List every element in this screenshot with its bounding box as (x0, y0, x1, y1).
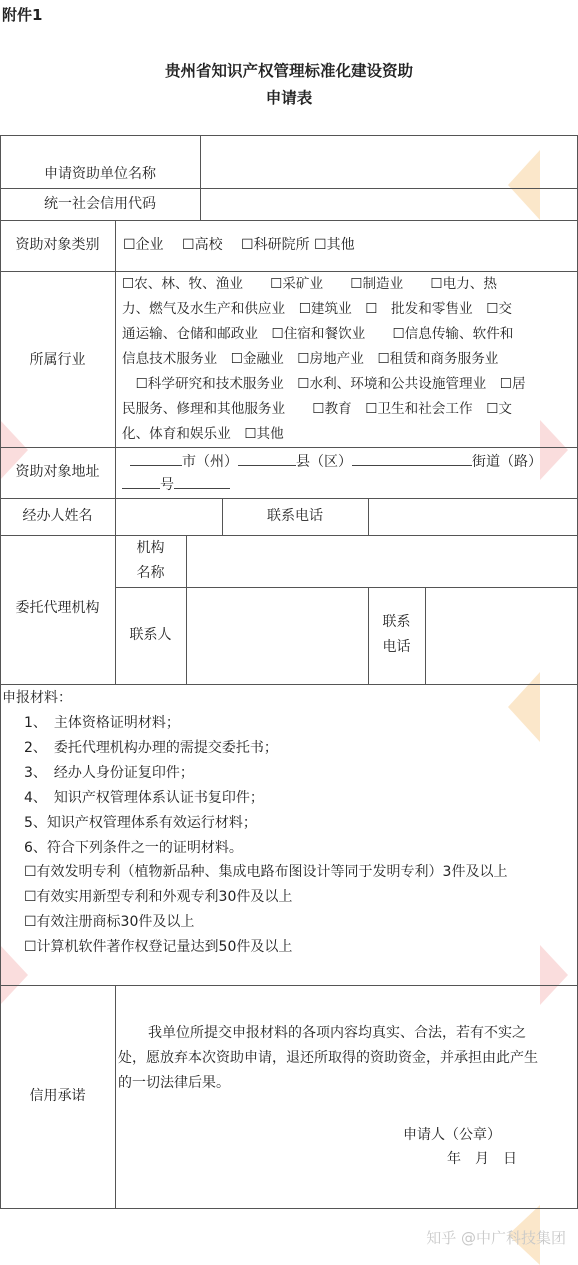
address-county: 县（区） (296, 454, 352, 470)
industry-line: 化、体育和娱乐业 ☐其他 (122, 426, 284, 442)
table-rule (0, 985, 578, 986)
agent-contact-label: 联系人 (129, 627, 172, 643)
category-option-university[interactable]: ☐高校 (182, 237, 223, 253)
credit-code-field[interactable] (201, 189, 577, 220)
address-city: 市（州） (182, 454, 238, 470)
handler-field[interactable] (116, 499, 222, 535)
table-rule (0, 684, 578, 685)
industry-label: 所属行业 (29, 352, 86, 368)
address-blank[interactable] (352, 450, 472, 466)
industry-line: 通运输、仓储和邮政业 ☐住宿和餐饮业 ☐信息传输、软件和 (122, 326, 514, 342)
condition-checkbox[interactable]: ☐有效注册商标30件及以上 (24, 914, 195, 930)
agent-label: 委托代理机构 (15, 600, 100, 616)
pledge-label: 信用承诺 (29, 1088, 86, 1104)
table-rule (115, 985, 116, 1208)
industry-line: ☐科学研究和技术服务业 ☐水利、环境和公共设施管理业 ☐居 (122, 376, 526, 392)
list-item: 5、知识产权管理体系有效运行材料； (24, 815, 257, 831)
industry-line: 民服务、修理和其他服务业 ☐教育 ☐卫生和社会工作 ☐文 (122, 401, 512, 417)
phone-field[interactable] (369, 499, 577, 535)
unit-name-label: 申请资助单位名称 (44, 166, 156, 182)
list-item: 3、 经办人身份证复印件； (24, 765, 194, 781)
category-option-other[interactable]: ☐其他 (314, 237, 355, 253)
address-street: 街道（路） (472, 454, 542, 470)
table-border (0, 135, 1, 1208)
decor-triangle (540, 945, 568, 1005)
category-options (123, 233, 355, 258)
list-item: 2、 委托代理机构办理的需提交委托书； (24, 740, 278, 756)
industry-line: ☐农、林、牧、渔业 ☐采矿业 ☐制造业 ☐电力、热 (122, 276, 497, 292)
attachment-label: 附件1 (2, 6, 43, 24)
page-title: 贵州省知识产权管理标准化建设资助 (164, 62, 413, 80)
industry-line: 力、燃气及水生产和供应业 ☐建筑业 ☐ 批发和零售业 ☐交 (122, 301, 512, 317)
agent-org-field[interactable] (187, 536, 577, 587)
address-blank[interactable] (130, 450, 182, 466)
table-rule (0, 220, 578, 221)
address-line-2[interactable] (122, 473, 230, 498)
category-option-enterprise[interactable]: ☐企业 (123, 237, 164, 253)
list-item: 1、 主体资格证明材料； (24, 715, 180, 731)
unit-name-field[interactable] (201, 136, 577, 188)
conditions-list (24, 860, 507, 960)
agent-org-label: 机构 名称 (136, 540, 165, 581)
condition-checkbox[interactable]: ☐有效发明专利（植物新品种、集成电路布图设计等同于发明专利）3件及以上 (24, 864, 508, 880)
table-rule (0, 447, 578, 448)
list-item: 6、符合下列条件之一的证明材料。 (24, 840, 243, 856)
address-label: 资助对象地址 (15, 464, 100, 480)
materials-heading: 申报材料： (2, 690, 72, 706)
condition-checkbox[interactable]: ☐计算机软件著作权登记量达到50件及以上 (24, 939, 293, 955)
applicant-seal: 申请人（公章） (403, 1127, 501, 1143)
credit-code-label: 统一社会信用代码 (44, 196, 156, 212)
list-item: 4、 知识产权管理体系认证书复印件； (24, 790, 264, 806)
pledge-date: 年 月 日 (447, 1151, 517, 1167)
table-border (0, 1208, 578, 1209)
page-subtitle: 申请表 (265, 89, 313, 107)
agent-contact-field[interactable] (187, 588, 368, 684)
materials-list (24, 711, 278, 861)
address-blank[interactable] (238, 450, 296, 466)
industry-line: 信息技术服务业 ☐金融业 ☐房地产业 ☐租赁和商务服务业 (122, 351, 499, 367)
agent-phone-field[interactable] (426, 588, 577, 684)
industry-options[interactable] (122, 272, 574, 447)
handler-label: 经办人姓名 (22, 508, 93, 524)
pledge-text: 我单位所提交申报材料的各项内容均真实、合法，若有不实之 处，愿放弃本次资助申请，退还所取得的资助资金，并承担由此产生 的一切法律后果。 (118, 1025, 538, 1091)
category-label: 资助对象类别 (15, 237, 100, 253)
phone-label: 联系电话 (267, 508, 323, 524)
agent-phone-label: 联系 电话 (382, 614, 411, 655)
watermark: 知乎 @中广科技集团 (426, 1229, 566, 1247)
address-blank[interactable] (174, 473, 230, 489)
address-line-1[interactable] (130, 450, 542, 475)
condition-checkbox[interactable]: ☐有效实用新型专利和外观专利30件及以上 (24, 889, 293, 905)
address-blank[interactable] (122, 473, 160, 489)
table-rule (115, 220, 116, 684)
address-number: 号 (160, 477, 174, 493)
category-option-institute[interactable]: ☐科研院所 (241, 237, 310, 253)
